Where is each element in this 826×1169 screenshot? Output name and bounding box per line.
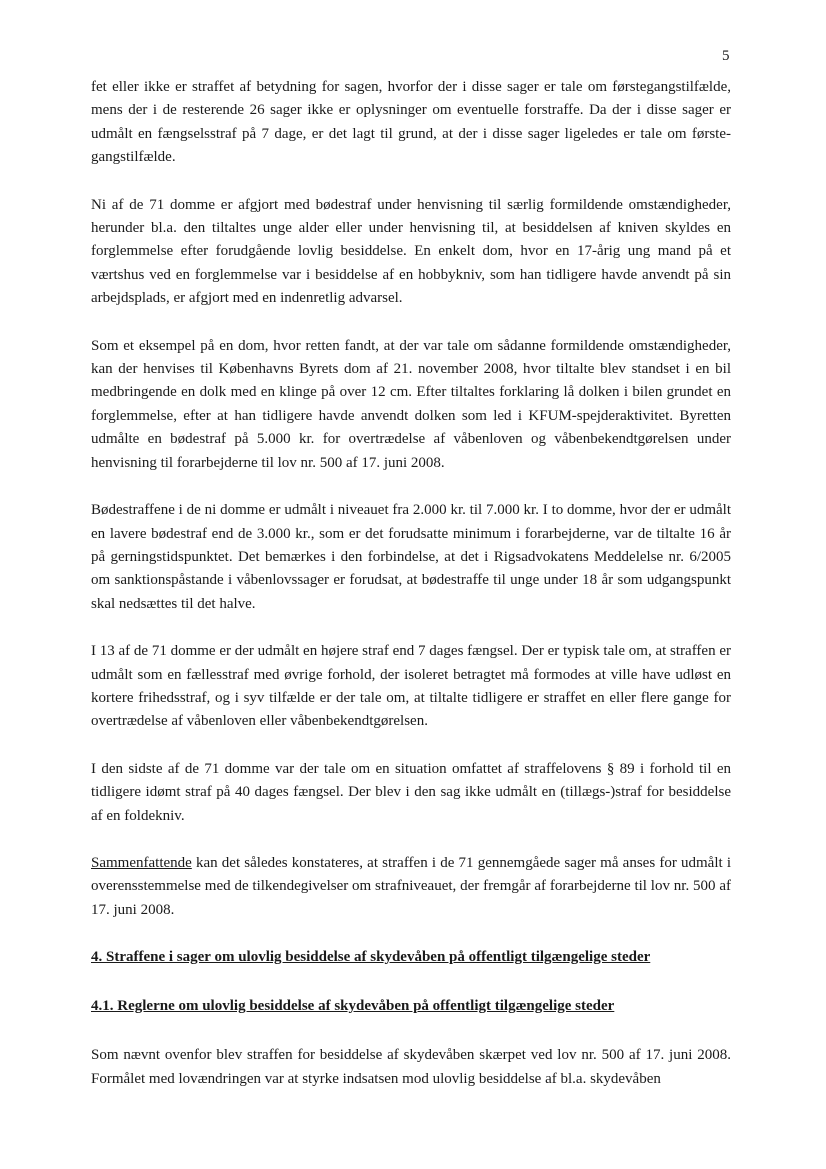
paragraph-1: fet eller ikke er straffet af betydning for sagen, hvorfor der i disse sager er tale om førstegangstilfælde, mens der i de resterende 26 sager ikke er oplysninger om eventuelle forstraffe. Da der i disse sager er udmålt en fængselsstraf på 7 dage, er det lagt til grund, at der i disse sager ligeledes er tale om førstegangstilfælde. (91, 79, 731, 166)
paragraph-2: Ni af de 71 domme er afgjort med bødestraf under henvisning til særlig formildende omstændigheder, herunder bl.a. den tiltaltes unge alder eller under henvisning til, at besiddelsen af kniven skyldes en forglemmelse efter forudgående lovlig besiddelse. En enkelt dom, hvor en 17-årig ung mand på et værtshus ved en forglemmelse var i besiddelse af en hobbykniv, som han tidligere havde anvendt på sin arbejdsplads, er afgjort med en indenretlig advarsel. (91, 196, 731, 307)
paragraph-last: Som nævnt ovenfor blev straffen for besiddelse af skydevåben skærpet ved lov nr. 500 af 17. juni 2008. Formålet med lovændringen var at styrke indsatsen mod ulovlig besiddelse af bl.a. skydevåben (91, 1047, 731, 1087)
section-heading: 4. Straffene i sager om ulovlig besiddelse af skydevåben på offentligt tilgængelige steder (91, 949, 651, 966)
paragraph-6: I den sidste af de 71 domme var der tale om en situation omfattet af straffelovens § 89 i forhold til en tidligere idømt straf på 40 dages fængsel. Der blev i den sag ikke udmålt en (tillægs-)straf for besiddelse af en foldekniv. (91, 760, 731, 824)
summary-rest: kan det således konstateres, at straffen i de 71 gennemgåede sager må anses for udmålt i overensstemmelse med de tilkendegivelser om strafniveauet, der fremgår af forarbejderne til lov nr. 500 af 17. juni 2008. (91, 854, 731, 918)
summary-paragraph (91, 852, 731, 922)
page-number: 5 (722, 48, 730, 64)
paragraph-4: Bødestraffene i de ni domme er udmålt i niveauet fra 2.000 kr. til 7.000 kr. I to domme, hvor der er udmålt en lavere bødestraf end de 3.000 kr., som er det forudsatte minimum i forarbejderne, var de tiltalte 16 år på gerningstidspunktet. Det bemærkes i den forbindelse, at det i Rigsadvokatens Meddelelse nr. 6/2005 om sanktionspåstande i våbenlovssager er forudsat, at bødestraffe til unge under 18 år som udgangspunkt skal nedsættes til det halve. (91, 502, 731, 612)
paragraph-3: Som et eksempel på en dom, hvor retten fandt, at der var tale om sådanne formildende omstændigheder, kan der henvises til Københavns Byrets dom af 21. november 2008, hvor tiltalte blev standset i en bil medbringende en dolk med en klinge på over 12 cm. Efter tiltaltes forklaring lå dolken i bilen grundet en forglemmelse, efter at han tidligere havde anvendt dolken som led i KFUM-spejderaktivitet. Byretten udmålte en bødestraf på 5.000 kr. for overtrædelse af våbenloven og våbenbekendtgørelsen under henvisning til forarbejderne til lov nr. 500 af 17. juni 2008. (91, 337, 731, 471)
document-body (91, 76, 731, 1115)
subsection-heading: 4.1. Reglerne om ulovlig besiddelse af skydevåben på offentligt tilgængelige steder (91, 998, 615, 1015)
summary-lead: Sammenfattende (91, 854, 192, 871)
paragraph-5: I 13 af de 71 domme er der udmålt en højere straf end 7 dages fængsel. Der er typisk tale om, at straffen er udmålt som en fællesstraf med øvrige forhold, der isoleret betragtet må formodes at ville have udløst en kortere frihedsstraf, og i syv tilfælde er der tale om, at tiltalte tidligere er straffet en eller flere gange for overtrædelse af våbenloven eller våbenbekendtgørelsen. (91, 643, 731, 730)
